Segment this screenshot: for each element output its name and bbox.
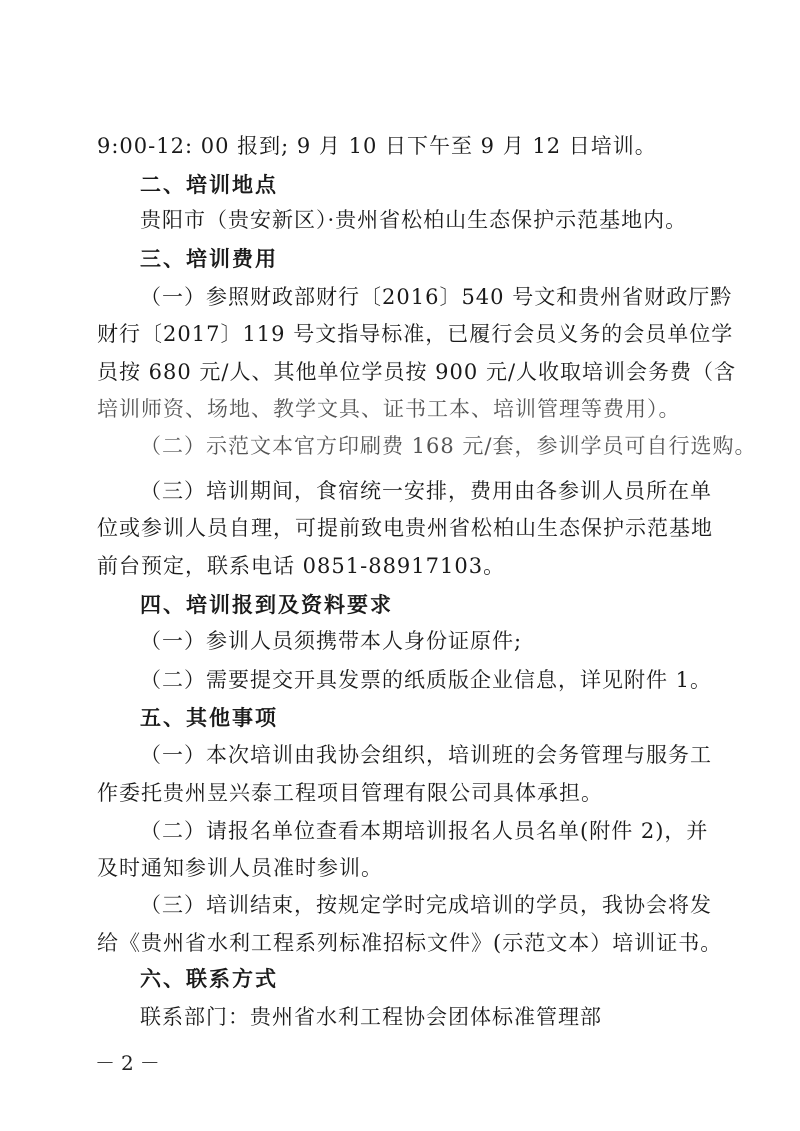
other-item-1-line-1: （一）本次培训由我协会组织，培训班的会务管理与服务工 bbox=[140, 743, 712, 767]
section-heading-other: 五、其他事项 bbox=[140, 706, 278, 730]
other-item-2-line-1: （二）请报名单位查看本期培训报名人员名单(附件 2)，并 bbox=[140, 819, 709, 843]
section-heading-fees: 三、培训费用 bbox=[140, 247, 278, 271]
registration-item-1: （一）参训人员须携带本人身份证原件; bbox=[140, 629, 523, 653]
page-number: －2－ bbox=[95, 1051, 166, 1075]
section-heading-location: 二、培训地点 bbox=[140, 173, 278, 197]
fees-item-1-line-1: （一）参照财政部财行〔2016〕540 号文和贵州省财政厅黔 bbox=[140, 285, 733, 309]
fees-item-1-line-4: 培训师资、场地、教学文具、证书工本、培训管理等费用）。 bbox=[97, 397, 681, 421]
other-item-3-line-1: （三）培训结束，按规定学时完成培训的学员，我协会将发 bbox=[140, 893, 712, 917]
other-item-2-line-2: 及时通知参训人员准时参训。 bbox=[97, 856, 383, 880]
contact-department-line: 联系部门：贵州省水利工程协会团体标准管理部 bbox=[140, 1005, 602, 1029]
registration-item-2: （二）需要提交开具发票的纸质版企业信息，详见附件 1。 bbox=[140, 668, 713, 692]
other-item-1-line-2: 作委托贵州昱兴泰工程项目管理有限公司具体承担。 bbox=[97, 781, 603, 805]
section-heading-contact: 六、联系方式 bbox=[140, 967, 278, 991]
fees-item-2-line-1: （二）示范文本官方印刷费 168 元/套，参训学员可自行选购。 bbox=[140, 434, 757, 458]
other-item-3-line-2: 给《贵州省水利工程系列标准招标文件》(示范文本）培训证书。 bbox=[97, 931, 723, 955]
schedule-line: 9:00-12: 00 报到; 9 月 10 日下午至 9 月 12 日培训。 bbox=[97, 134, 657, 158]
section-heading-registration: 四、培训报到及资料要求 bbox=[140, 593, 393, 617]
fees-item-3-line-1: （三）培训期间，食宿统一安排，费用由各参训人员所在单 bbox=[140, 479, 712, 503]
location-line: 贵阳市（贵安新区）·贵州省松柏山生态保护示范基地内。 bbox=[140, 208, 688, 232]
fees-item-1-line-3: 员按 680 元/人、其他单位学员按 900 元/人收取培训会务费（含 bbox=[97, 360, 737, 384]
fees-item-3-line-2: 位或参训人员自理，可提前致电贵州省松柏山生态保护示范基地 bbox=[97, 516, 713, 540]
fees-item-3-line-3: 前台预定，联系电话 0851-88917103。 bbox=[97, 554, 506, 578]
fees-item-1-line-2: 财行〔2017〕119 号文指导标准，已履行会员义务的会员单位学 bbox=[97, 322, 734, 346]
